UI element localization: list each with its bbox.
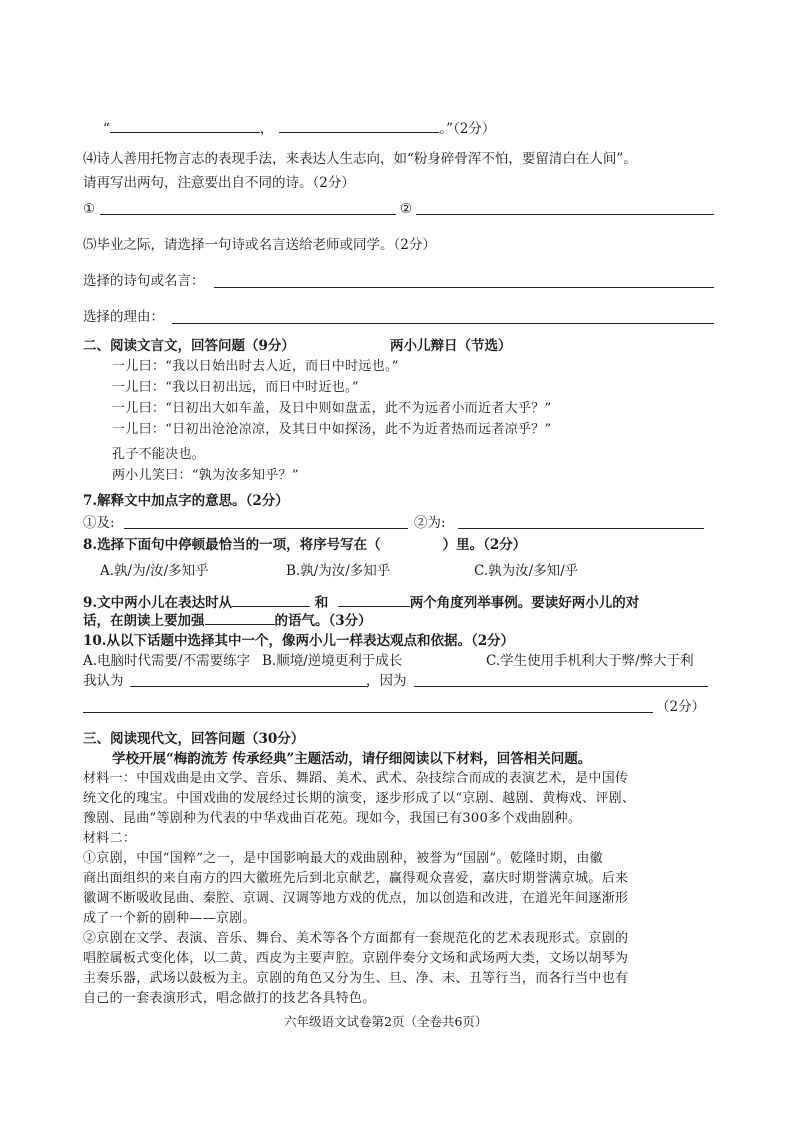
q4-blank-1[interactable]	[100, 214, 396, 215]
passage-line: 两小儿笑曰：“孰为汝多知乎？”	[112, 468, 299, 483]
q9-blank-2[interactable]	[338, 592, 410, 607]
q9-line2: 话，在朗读上要加强 的语气。（3分）	[83, 610, 372, 630]
material1-line: 统文化的瑰宝。中国戏曲的发展经过长期的演变，逐步形成了以“京剧、越剧、黄梅戏、评剧、	[83, 791, 636, 806]
section3-intro: 学校开展“梅韵流芳 传承经典”主题活动，请仔细阅读以下材料，回答相关问题。	[112, 751, 592, 767]
q5-choice-blank[interactable]	[214, 287, 714, 288]
section3-heading: 三、阅读现代文，回答问题（30分）	[83, 731, 305, 747]
q5-choice-label: 选择的诗句或名言：	[83, 273, 205, 289]
prev-question-blanks: “ ， 。”（2分）	[103, 118, 495, 138]
passage-line: 孔子不能决也。	[112, 447, 206, 462]
q8-option-b: B.孰/为汝/多知乎	[286, 563, 391, 579]
material2-line: 徽调不断吸收昆曲、秦腔、京调、汉调等地方戏的优点，加以创造和改进，在道光年间逐渐形	[83, 891, 629, 906]
q4-line1: ⑷诗人善用托物言志的表现手法，来表达人生志向，如“粉身碎骨浑不怕，要留清白在人间”。	[83, 151, 637, 167]
material2-line: 唱腔属板式变化体，以二黄、西皮为主要声腔。京剧伴奏分文场和武场两大类，文场以胡琴为	[83, 951, 629, 966]
q10-because: ，因为	[366, 673, 407, 689]
q8-option-a: A.孰/为/汝/多知乎	[100, 563, 209, 579]
q7-blank-1[interactable]	[124, 528, 408, 529]
passage-line: 一儿曰：“我以日始出时去人近，而日中时远也。”	[112, 359, 399, 374]
q10-option-b: B.顺境/逆境更利于成长	[262, 653, 403, 669]
q5-reason-blank[interactable]	[172, 323, 714, 324]
material2-line: ①京剧，中国“国粹”之一，是中国影响最大的戏曲剧种，被誉为“国剧”。乾隆时期，由徽	[83, 851, 603, 866]
material2-line: 商出面组织的来自南方的四大徽班先后到北京献艺，赢得观众喜爱，嘉庆时期誉满京城。后来	[83, 871, 629, 886]
q4-blank-2[interactable]	[416, 214, 714, 215]
q10-reason-blank-2[interactable]	[83, 712, 653, 713]
answer-blank[interactable]	[110, 118, 260, 133]
q10-option-a: A.电脑时代需要/不需要练字	[83, 653, 251, 669]
material1-line: 豫剧、昆曲”等剧种为代表的中华戏曲百花苑。现如今，我国已有300多个戏曲剧种。	[83, 811, 582, 826]
q8-text: 8.选择下面句中停顿最恰当的一项，将序号写在（ ）里。（2分）	[83, 537, 527, 553]
q9-blank-1[interactable]	[232, 592, 310, 607]
q10-option-c: C.学生使用手机利大于弊/弊大于利	[486, 653, 694, 669]
q4-mark1: ①	[83, 201, 96, 217]
material2-line: ②京剧在文学、表演、音乐、舞台、美术等各个方面都有一套规范化的艺术表现形式。京剧的	[83, 931, 629, 946]
section2-heading: 二、阅读文言文，回答问题（9分）	[83, 338, 295, 354]
q8-option-c: C.孰为汝/多知/乎	[474, 563, 579, 579]
q5-reason-label: 选择的理由：	[83, 309, 164, 325]
material1-line: 材料一：中国戏曲是由文学、音乐、舞蹈、美术、武术、杂技综合而成的表演艺术，是中国传	[83, 771, 629, 786]
q9-blank-3[interactable]	[205, 610, 275, 625]
passage-line: 一儿曰：“日初出大如车盖，及日中则如盘盂，此不为远者小而近者大乎？”	[112, 401, 552, 416]
passage-line: 一儿曰：“日初出沧沧凉凉，及其日中如探汤，此不为近者热而远者凉乎？”	[112, 422, 552, 437]
q7-item1: ①及:	[83, 515, 115, 531]
answer-blank[interactable]	[279, 118, 439, 133]
q10-reason-blank[interactable]	[414, 686, 708, 687]
q4-line2: 请再写出两句，注意要出自不同的诗。（2分）	[83, 175, 355, 191]
q7-blank-2[interactable]	[458, 528, 704, 529]
q10-i-think: 我认为	[83, 673, 124, 689]
material2-line: 主奏乐器，武场以鼓板为主。京剧的角色又分为生、旦、净、末、丑等行当，而各行当中也有	[83, 971, 629, 986]
q10-text: 10.从以下话题中选择其中一个，像两小儿一样表达观点和依据。（2分）	[83, 633, 515, 649]
q5-line1: ⑸毕业之际，请选择一句诗或名言送给老师或同学。（2分）	[83, 237, 436, 253]
q9-line1: 9.文中两小儿在表达时从 和 两个角度列举事例。要读好两小儿的对	[83, 592, 639, 612]
passage-line: 一儿曰：“我以日初出远，而日中时近也。”	[112, 380, 359, 395]
material2-label: 材料二：	[83, 831, 137, 846]
q10-score: （2分）	[656, 699, 706, 715]
q4-mark2: ②	[400, 201, 413, 217]
material2-line: 成了一个新的剧种——京剧。	[83, 911, 256, 926]
page-footer: 六年级语文试卷第2页（全卷共6页）	[284, 1014, 488, 1029]
q7-text: 7.解释文中加点字的意思。（2分）	[83, 493, 289, 509]
q7-item2: ②为:	[414, 515, 446, 531]
q10-opinion-blank[interactable]	[130, 686, 368, 687]
passage-title: 两小儿辩日（节选）	[390, 338, 512, 354]
material2-line: 自己的一套表演形式，唱念做打的技艺各具特色。	[83, 991, 376, 1006]
